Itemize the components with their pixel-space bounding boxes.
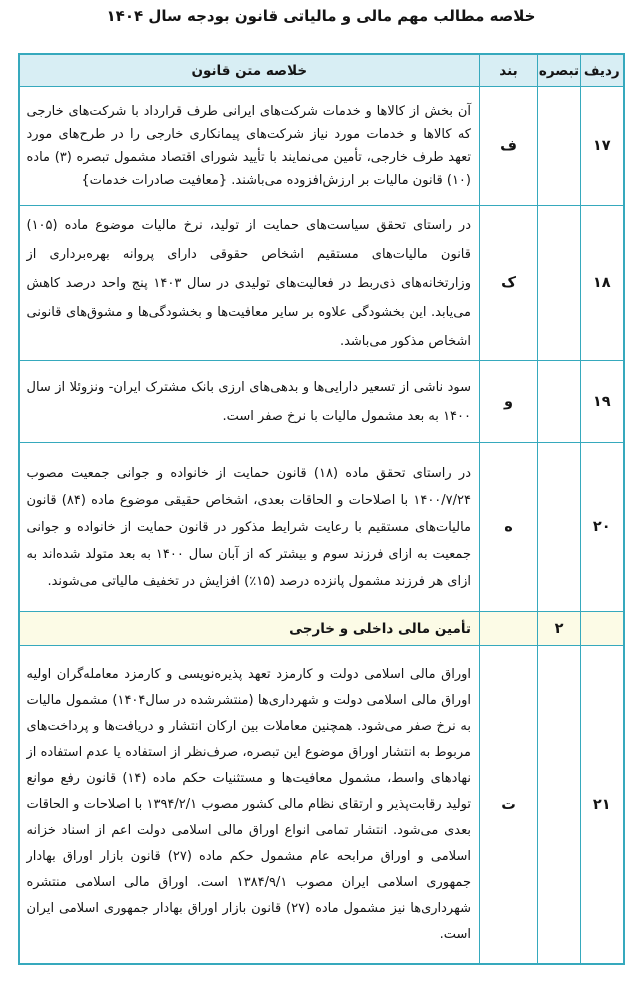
column-header-summary: خلاصه متن قانون [19, 54, 480, 87]
clause-cell: و [480, 361, 538, 443]
note-cell [538, 443, 581, 612]
table-row [19, 206, 624, 361]
table-row [19, 361, 624, 443]
clause-cell: ه [480, 443, 538, 612]
note-cell [538, 646, 581, 965]
summary-cell [19, 361, 480, 443]
summary-text: در راستای تحقق سیاست‌های حمایت از تولید، نرخ مالیات موضوع ماده (۱۰۵) قانون مالیات‌های مستقیم اشخاص حقوقی دارای پروانه بهره‌برداری از وزارتخانه‌های ذی‌ربط در فعالیت‌های تولیدی در سال ۱۴۰۳ پنج واحد درصد کاهش می‌یابد. این بخشودگی علاوه بر سایر معافیت‌ها و بخشودگی‌ها و مشوق‌های قانونی اشخاص مذکور می‌باشد. [26, 217, 471, 349]
page-title: خلاصه مطالب مهم مالی و مالیاتی قانون بودجه سال ۱۴۰۴ [106, 7, 536, 25]
table-row [19, 87, 624, 206]
section-title: تأمین مالی داخلی و خارجی [19, 612, 480, 646]
clause-cell: ف [480, 87, 538, 206]
note-cell [538, 361, 581, 443]
summary-cell [19, 87, 480, 206]
table-header-row [19, 54, 624, 87]
clause-cell: ت [480, 646, 538, 965]
row-number-cell: ۱۸ [581, 206, 624, 361]
row-number-cell [581, 612, 624, 646]
row-number-cell: ۱۷ [581, 87, 624, 206]
summary-cell [19, 206, 480, 361]
clause-cell [480, 612, 538, 646]
summary-text: آن بخش از کالاها و خدمات شرکت‌های ایرانی طرف قرارداد با شرکت‌های خارجی که کالاها و خدمات مورد نیاز شرکت‌های پیمانکاری خارجی را در طرح‌های مورد تعهد طرف خارجی، تأمین می‌نمایند با تأیید شورای اقتصاد مشمول تبصره (۳) ماده (۱۰) قانون مالیات بر ارزش‌افزوده می‌باشند. {معافیت صادرات خدمات} [26, 104, 471, 188]
summary-text: سود ناشی از تسعیر دارایی‌ها و بدهی‌های ارزی بانک مشترک ایران- ونزوئلا از سال ۱۴۰۰ به بعد مشمول مالیات با نرخ صفر است. [26, 379, 471, 424]
column-header-row-number: ردیف [581, 54, 624, 87]
table-row [19, 646, 624, 965]
note-cell: ۲ [538, 612, 581, 646]
column-header-clause: بند [480, 54, 538, 87]
summary-text: در راستای تحقق ماده (۱۸) قانون حمایت از خانواده و جوانی جمعیت مصوب ۱۴۰۰/۷/۲۴ با اصلاحات و الحاقات بعدی، اشخاص حقیقی موضوع ماده (۸۴) قانون مالیات‌های مستقیم با رعایت شرایط مذکور در قانون حمایت از خانواده و جوانی جمعیت به ازای فرزند سوم و بیشتر که از آبان سال ۱۴۰۰ به بعد متولد شده‌اند به ازای هر فرزند مشمول پانزده درصد (۱۵٪) افزایش در تخفیف مالیاتی می‌شوند. [26, 465, 471, 589]
section-header-row [19, 612, 624, 646]
law-summary-table [18, 53, 625, 965]
table-row [19, 443, 624, 612]
row-number-cell: ۱۹ [581, 361, 624, 443]
note-cell [538, 87, 581, 206]
summary-cell [19, 646, 480, 965]
row-number-cell: ۲۰ [581, 443, 624, 612]
summary-cell [19, 443, 480, 612]
row-number-cell: ۲۱ [581, 646, 624, 965]
summary-text: اوراق مالی اسلامی دولت و کارمزد تعهد پذیره‌نویسی و کارمزد معامله‌گران اولیه اوراق مالی اسلامی دولت و شهرداری‌ها (منتشرشده در سال۱۴۰۴) مشمول مالیات به نرخ صفر می‌شود. همچنین معاملات بین ارکان انتشار و دریافت‌ها و پرداخت‌های مربوط به انتشار اوراق موضوع این تبصره، صرف‌نظر از استفاده یا عدم استفاده از نهادهای واسط، مشمول معافیت‌ها و مستثنیات حکم ماده (۱۴) قانون رفع موانع تولید رقابت‌پذیر و ارتقای نظام مالی کشور مصوب ۱۳۹۴/۲/۱ با اصلاحات و الحاقات بعدی می‌شود. انتشار تمامی انواع اوراق مالی اسلامی دولت اعم از اسناد خزانه اسلامی و اوراق مرابحه عام مشمول حکم ماده (۲۷) قانون بازار اوراق بهادار جمهوری اسلامی ایران مصوب ۱۳۸۴/۹/۱ است. اوراق مالی اسلامی منتشره شهرداری‌ها نیز مشمول ماده (۲۷) قانون بازار اوراق بهادار جمهوری اسلامی ایران است. [26, 666, 471, 942]
note-cell [538, 206, 581, 361]
clause-cell: ک [480, 206, 538, 361]
column-header-note: تبصره [538, 54, 581, 87]
